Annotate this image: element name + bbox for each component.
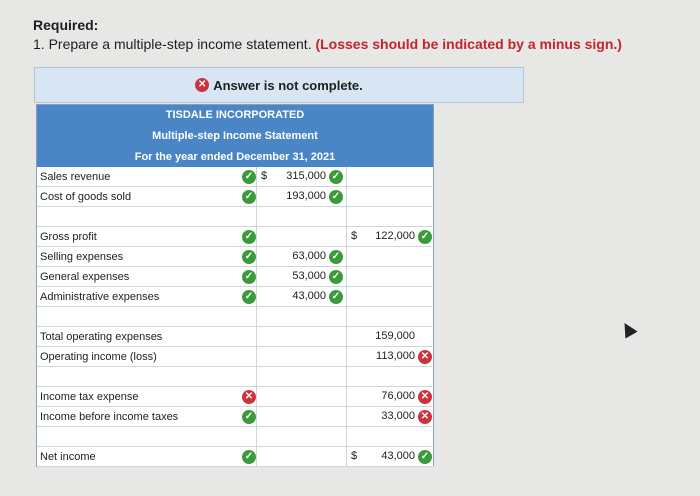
amount-admin: 43,000 xyxy=(292,290,326,302)
row-sales-revenue xyxy=(37,167,433,187)
blank-cell[interactable] xyxy=(257,367,347,387)
col1-empty-cell[interactable] xyxy=(257,407,347,427)
blank-cell[interactable] xyxy=(257,207,347,227)
label-general-expenses[interactable]: General expenses xyxy=(37,267,257,287)
check-circle-icon: ✓ xyxy=(242,170,256,184)
label-gross-profit[interactable]: Gross profit xyxy=(37,227,257,247)
check-circle-icon: ✓ xyxy=(242,450,256,464)
amount-total-opex-cell[interactable] xyxy=(347,327,435,347)
col1-empty-cell[interactable] xyxy=(257,387,347,407)
x-circle-icon: ✕ xyxy=(195,78,209,92)
blank-cell[interactable] xyxy=(347,307,435,327)
amount-selling: 63,000 xyxy=(292,250,326,262)
amount-op-income-cell[interactable] xyxy=(347,347,435,367)
row-cogs xyxy=(37,187,433,207)
blank-cell[interactable] xyxy=(37,307,257,327)
amount-net-income: 43,000 xyxy=(381,450,415,462)
label-operating-income[interactable]: Operating income (loss) xyxy=(37,347,257,367)
x-circle-icon: ✕ xyxy=(418,350,432,364)
check-circle-icon: ✓ xyxy=(242,230,256,244)
col2-empty-cell[interactable] xyxy=(347,187,435,207)
dollar-sign: $ xyxy=(351,230,358,242)
amount-before-tax-cell[interactable] xyxy=(347,407,435,427)
x-circle-icon: ✕ xyxy=(242,390,256,404)
col2-empty-cell[interactable] xyxy=(347,167,435,187)
label-selling-expenses[interactable]: Selling expenses xyxy=(37,247,257,267)
amount-gross-profit-cell[interactable] xyxy=(347,227,435,247)
income-statement-table xyxy=(36,104,434,467)
blank-cell[interactable] xyxy=(37,367,257,387)
banner-text: Answer is not complete. xyxy=(213,77,363,93)
col1-empty-cell[interactable] xyxy=(257,227,347,247)
blank-cell[interactable] xyxy=(37,427,257,447)
blank-row xyxy=(37,427,433,447)
instruction xyxy=(33,36,622,52)
x-circle-icon: ✕ xyxy=(418,390,432,404)
mouse-cursor-icon xyxy=(618,319,637,338)
row-income-tax-expense xyxy=(37,387,433,407)
check-circle-icon: ✓ xyxy=(242,290,256,304)
row-selling-expenses xyxy=(37,247,433,267)
check-circle-icon: ✓ xyxy=(242,270,256,284)
row-administrative-expenses xyxy=(37,287,433,307)
check-circle-icon: ✓ xyxy=(418,450,432,464)
blank-cell[interactable] xyxy=(347,427,435,447)
amount-general: 53,000 xyxy=(292,270,326,282)
blank-cell[interactable] xyxy=(257,427,347,447)
row-gross-profit xyxy=(37,227,433,247)
blank-cell[interactable] xyxy=(37,207,257,227)
amount-cogs: 193,000 xyxy=(286,190,326,202)
col2-empty-cell[interactable] xyxy=(347,267,435,287)
check-circle-icon: ✓ xyxy=(329,190,343,204)
check-circle-icon: ✓ xyxy=(242,190,256,204)
x-circle-icon: ✕ xyxy=(418,410,432,424)
col1-empty-cell[interactable] xyxy=(257,327,347,347)
amount-gross-profit: 122,000 xyxy=(375,230,415,242)
label-net-income[interactable]: Net income xyxy=(37,447,257,467)
check-circle-icon: ✓ xyxy=(242,410,256,424)
col2-empty-cell[interactable] xyxy=(347,247,435,267)
row-total-operating-expenses xyxy=(37,327,433,347)
company-name: TISDALE INCORPORATED xyxy=(37,105,433,125)
label-income-before-taxes[interactable]: Income before income taxes xyxy=(37,407,257,427)
dollar-sign: $ xyxy=(351,450,358,462)
instruction-note: (Losses should be indicated by a minus sign.) xyxy=(315,36,622,52)
blank-cell[interactable] xyxy=(347,207,435,227)
label-income-tax-expense[interactable]: Income tax expense xyxy=(37,387,257,407)
blank-row xyxy=(37,307,433,327)
amount-selling-cell[interactable] xyxy=(257,247,347,267)
col2-empty-cell[interactable] xyxy=(347,287,435,307)
amount-sales-revenue-cell[interactable] xyxy=(257,167,347,187)
blank-cell[interactable] xyxy=(257,307,347,327)
statement-period: For the year ended December 31, 2021 xyxy=(37,147,433,167)
amount-tax: 76,000 xyxy=(381,390,415,402)
check-circle-icon: ✓ xyxy=(329,290,343,304)
row-net-income xyxy=(37,447,433,467)
dollar-sign: $ xyxy=(261,170,268,182)
check-circle-icon: ✓ xyxy=(329,270,343,284)
amount-sales-revenue: 315,000 xyxy=(286,170,326,182)
label-administrative-expenses[interactable]: Administrative expenses xyxy=(37,287,257,307)
amount-before-tax: 33,000 xyxy=(381,410,415,422)
blank-row xyxy=(37,367,433,387)
check-circle-icon: ✓ xyxy=(418,230,432,244)
amount-op-income: 113,000 xyxy=(376,350,415,362)
check-circle-icon: ✓ xyxy=(329,170,343,184)
amount-tax-cell[interactable] xyxy=(347,387,435,407)
blank-cell[interactable] xyxy=(347,367,435,387)
blank-row xyxy=(37,207,433,227)
instruction-text: 1. Prepare a multiple-step income statement. xyxy=(33,36,312,52)
statement-title: Multiple-step Income Statement xyxy=(37,125,433,147)
amount-total-opex: 159,000 xyxy=(375,330,415,342)
answer-banner xyxy=(34,67,524,103)
label-cogs[interactable]: Cost of goods sold xyxy=(37,187,257,207)
row-general-expenses xyxy=(37,267,433,287)
col1-empty-cell[interactable] xyxy=(257,347,347,367)
amount-net-income-cell[interactable] xyxy=(347,447,435,467)
label-total-operating-expenses[interactable]: Total operating expenses xyxy=(37,327,257,347)
label-sales-revenue[interactable]: Sales revenue xyxy=(37,167,257,187)
amount-general-cell[interactable] xyxy=(257,267,347,287)
check-circle-icon: ✓ xyxy=(242,250,256,264)
col1-empty-cell[interactable] xyxy=(257,447,347,467)
row-income-before-taxes xyxy=(37,407,433,427)
amount-cogs-cell[interactable] xyxy=(257,187,347,207)
required-heading: Required: xyxy=(33,17,99,33)
row-operating-income xyxy=(37,347,433,367)
check-circle-icon: ✓ xyxy=(329,250,343,264)
amount-admin-cell[interactable] xyxy=(257,287,347,307)
